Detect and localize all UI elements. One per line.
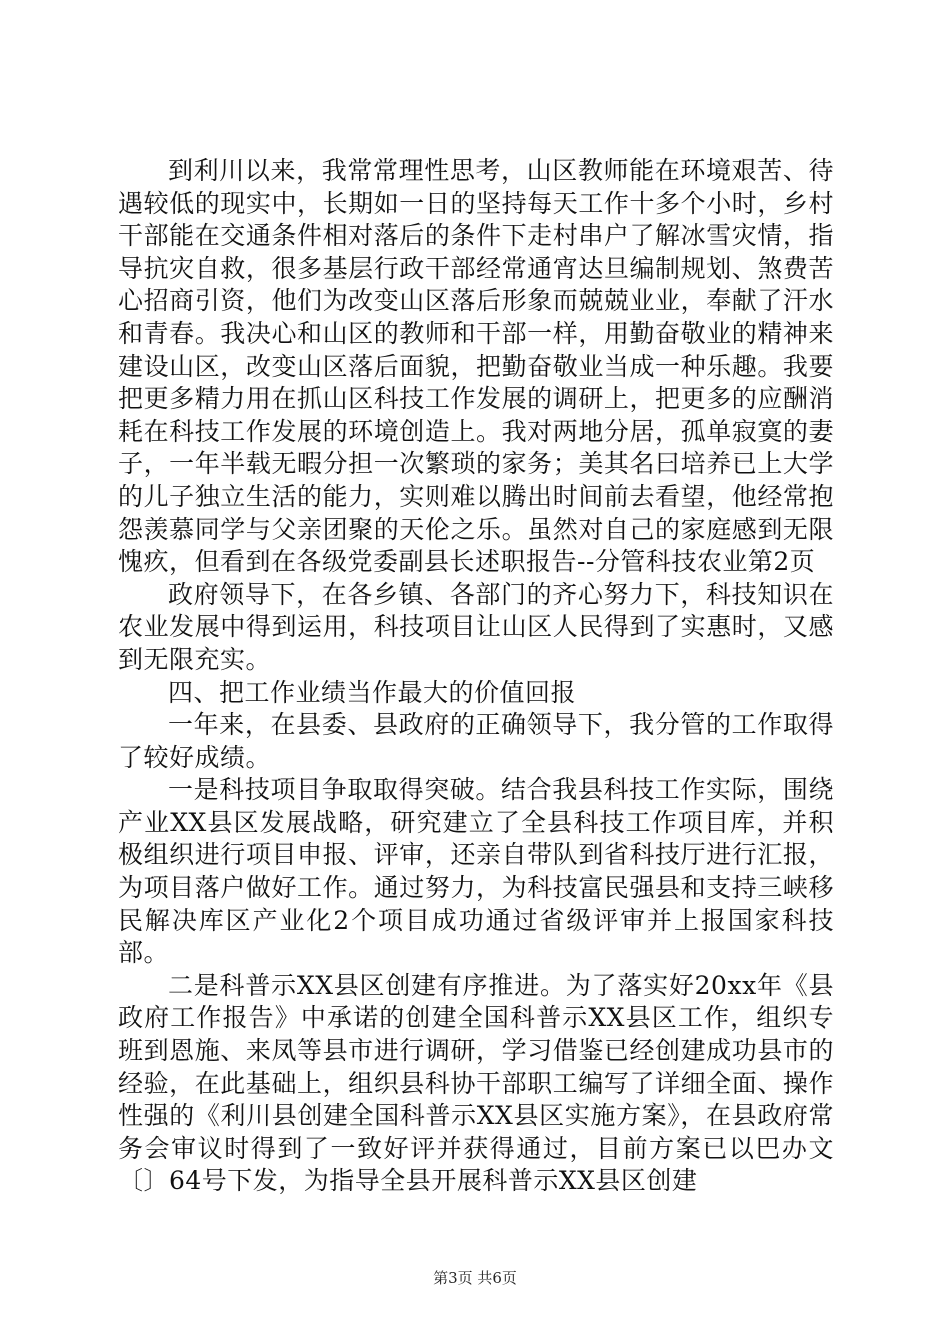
- section-heading-achievements: 四、把工作业绩当作最大的价值回报: [168, 677, 577, 707]
- paragraph-year-summary: 一年来，在县委、县政府的正确领导下，我分管的工作取得了较好成绩。: [118, 710, 834, 772]
- paragraph-reflection: 到利川以来，我常常理性思考，山区教师能在环境艰苦、待遇较低的现实中，长期如一日的坚持每天工作十多个小时，乡村干部能在交通条件相对落后的条件下走村串户了解冰雪灾情，指导抗灾自救，很多基层行政干部经常通宵达旦编制规划、煞费苦心招商引资，他们为改变山区落后形象而兢兢业业，奉献了汗水和青春。我决心和山区的教师和干部一样，用勤奋敬业的精神来建设山区，改变山区落后面貌，把勤奋敬业当成一种乐趣。我要把更多精力用在抓山区科技工作发展的调研上，把更多的应酬消耗在科技工作发展的环境创造上。我对两地分居，孤单寂寞的妻子，一年半载无暇分担一次繁琐的家务；美其名曰培养已上大学的儿子独立生活的能力，实则难以腾出时间前去看望，他经常抱怨羡慕同学与父亲团聚的天伦之乐。虽然对自己的家庭感到无限愧疚，但看到在各级党委副县长述职报告--分管科技农业第2页: [118, 156, 834, 577]
- paragraph-government-leadership: 政府领导下，在各乡镇、各部门的齐心努力下，科技知识在农业发展中得到运用，科技项目让山区人民得到了实惠时，又感到无限充实。: [118, 579, 834, 674]
- paragraph-science-demo-county: 二是科普示XX县区创建有序推进。为了落实好20xx年《县政府工作报告》中承诺的创建全国科普示XX县区工作，组织专班到恩施、来凤等县市进行调研，学习借鉴已经创建成功县市的经验，在此基础上，组织县科协干部职工编写了详细全面、操作性强的《利川县创建全国科普示XX县区实施方案》，在县政府常务会审议时得到了一致好评并获得通过，目前方案已以巴办文〔〕64号下发，为指导全县开展科普示XX县区创建: [118, 970, 834, 1196]
- paragraph-tech-projects: 一是科技项目争取取得突破。结合我县科技工作实际，围绕产业XX县区发展战略，研究建立了全县科技工作项目库，并积极组织进行项目申报、评审，还亲自带队到省科技厅进行汇报，为项目落户做好工作。通过努力，为科技富民强县和支持三峡移民解决库区产业化2个项目成功通过省级评审并上报国家科技部。: [118, 775, 834, 968]
- page-number-footer: 第3页 共6页: [433, 1269, 517, 1287]
- document-body: [118, 155, 834, 1198]
